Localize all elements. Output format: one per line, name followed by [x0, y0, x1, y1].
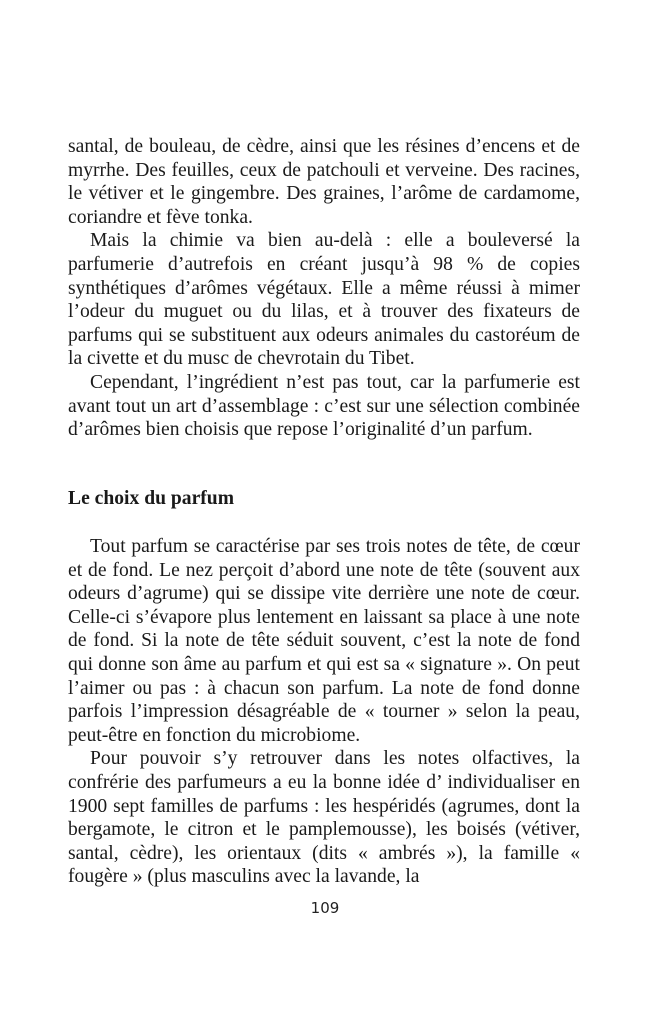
page-number: 109	[310, 899, 340, 917]
body-text-section-2	[68, 535, 580, 889]
paragraph-families: Pour pouvoir s’y retrouver dans les notes olfactives, la confrérie des parfumeurs a eu la bonne idée d’ individualiser en 1900 sept familles de parfums : les hespéridés (agrumes, dont la bergamote, le citron et le pamplemousse), les boisés (vétiver, santal, cèdre), les orientaux (dits « ambrés »), la famille « fougère » (plus masculins avec la lavande, la	[68, 748, 580, 888]
paragraph-assemblage: Cependant, l’ingrédient n’est pas tout, car la parfumerie est avant tout un art d’assemblage : c’est sur une sélection combinée d’arômes bien choisis que repose l’originalité d’un parfum.	[68, 371, 580, 441]
paragraph-continuation: santal, de bouleau, de cèdre, ainsi que les résines d’encens et de myrrhe. Des feuilles, ceux de patchouli et verveine. Des racines, le vétiver et le gingembre. Des graines, l’arôme de cardamome, coriandre et fève tonka.	[68, 136, 580, 228]
section-heading: Le choix du parfum	[68, 488, 235, 509]
paragraph-notes: Tout parfum se caractérise par ses trois notes de tête, de cœur et de fond. Le nez perçoit d’abord une note de tête (souvent aux odeurs d’agrume) qui se dissipe vite derrière une note de cœur. Celle-ci s’évapore plus lentement en laissant sa place à une note de fond. Si la note de tête séduit souvent, c’est la note de fond qui donne son âme au parfum et qui est sa « signature ». On peut l’aimer ou pas : à chacun son parfum. La note de fond donne parfois l’impression désagréable de « tourner » selon la peau, peut-être en fonction du microbiome.	[68, 536, 580, 746]
paragraph-chemistry: Mais la chimie va bien au-delà : elle a bouleversé la parfumerie d’autrefois en créant jusqu’à 98 % de copies synthétiques d’arômes végétaux. Elle a même réussi à mimer l’odeur du muguet ou du lilas, et à trouver des fixateurs de parfums qui se substituent aux odeurs animales du castoréum de la civette et du musc de chevrotain du Tibet.	[68, 230, 580, 370]
body-text-section-1	[68, 135, 580, 442]
